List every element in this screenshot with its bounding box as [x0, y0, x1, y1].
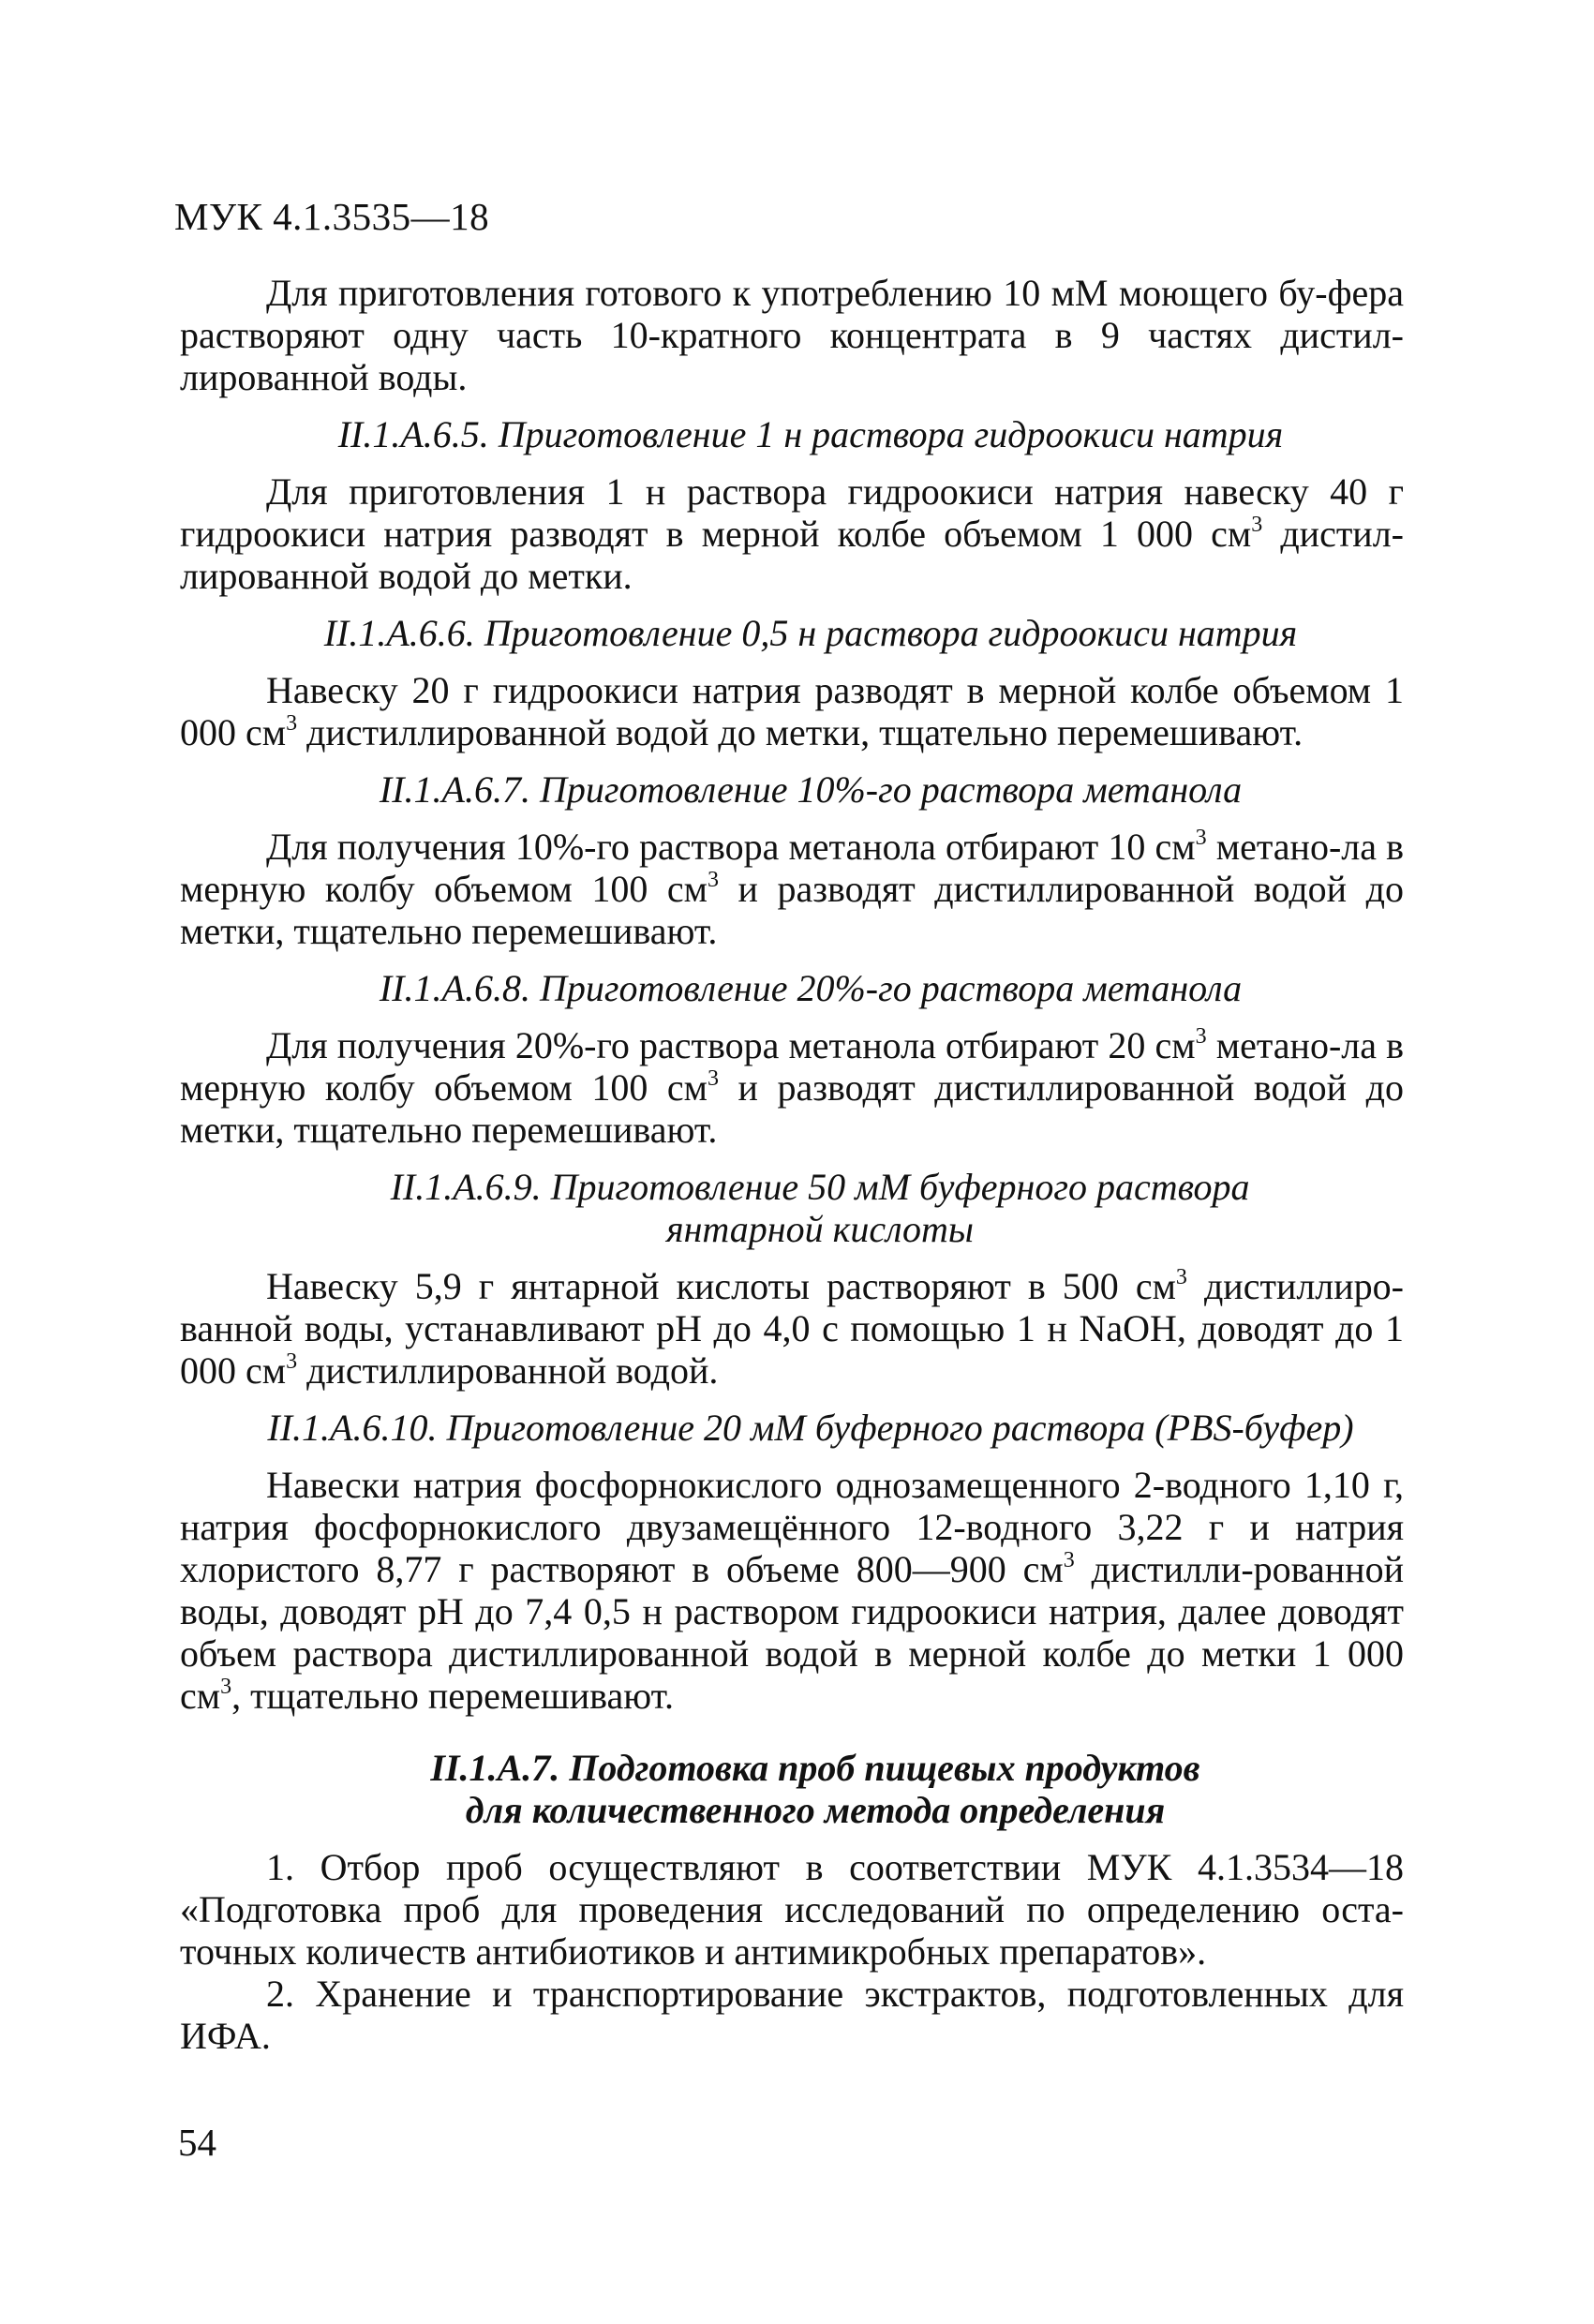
text: Для получения 10%-го раствора метанола отбирают 10 см	[266, 826, 1196, 868]
superscript: 3	[286, 1348, 298, 1374]
text: Навеску 20 г гидроокиси натрия разводят в мерной колбе объемом 1 000 см	[180, 669, 1404, 753]
text: метано-ла в мерную колбу объемом 100 см	[180, 1024, 1404, 1109]
text: Для получения 20%-го раствора метанола отбирают 20 см	[266, 1024, 1196, 1066]
text: метано-ла в мерную колбу объемом 100 см	[180, 826, 1404, 910]
text: дистиллированной водой.	[297, 1349, 719, 1392]
paragraph-item-2: 2. Хранение и транспортирование экстрактов, подготовленных для ИФА.	[180, 1973, 1404, 2057]
superscript: 3	[707, 867, 719, 892]
text: дистилли-рованной воды, доводят pH до 7,4 0,5 н раствором гидроокиси натрия, далее доводят объем раствора дистиллированной водой в мерной колбе до метки 1 000 см	[180, 1548, 1404, 1717]
section-heading-7-line2: для количественного метода определения	[465, 1789, 1166, 1831]
paragraph-6-7	[180, 826, 1404, 952]
paragraph-item-1: 1. Отбор проб осуществляют в соответствии МУК 4.1.3534—18 «Подготовка проб для проведения исследований по определению оста-точных количеств антибиотиков и антимикробных препаратов».	[180, 1846, 1404, 1973]
paragraph-6-8	[180, 1024, 1404, 1151]
text: и разводят дистиллированной водой до метки, тщательно перемешивают.	[180, 868, 1404, 952]
text: Навески натрия фосфорнокислого однозамещенного 2-водного 1,10 г, натрия фосфорнокислого двузамещённого 12-водного 3,22 г и натрия хлористого 8,77 г растворяют в объеме 800—900 см	[180, 1464, 1404, 1590]
text: , тщательно перемешивают.	[231, 1675, 675, 1717]
section-heading-7-line1: II.1.A.7. Подготовка проб пищевых продуктов	[430, 1747, 1200, 1789]
page-number: 54	[178, 2121, 216, 2164]
superscript: 3	[220, 1674, 232, 1699]
superscript: 3	[707, 1065, 719, 1091]
heading-6-9-line1: II.1.A.6.9. Приготовление 50 мМ буферного раствора	[390, 1166, 1250, 1208]
heading-6-7: II.1.A.6.7. Приготовление 10%-го раствора метанола	[379, 768, 1243, 811]
superscript: 3	[286, 710, 298, 736]
heading-6-5: II.1.A.6.5. Приготовление 1 н раствора гидроокиси натрия	[337, 413, 1284, 455]
superscript: 3	[1175, 1264, 1187, 1289]
text: дистил-лированной водой до метки.	[180, 513, 1404, 597]
text: Для приготовления 1 н раствора гидроокиси натрия навеску 40 г гидроокиси натрия разводят в мерной колбе объемом 1 000 см	[180, 470, 1404, 555]
document-body	[180, 272, 1404, 2057]
superscript: 3	[1195, 825, 1207, 850]
heading-6-8: II.1.A.6.8. Приготовление 20%-го раствора метанола	[379, 967, 1243, 1009]
heading-6-9-line2: янтарной кислоты	[665, 1208, 975, 1250]
paragraph-6-6	[180, 669, 1404, 753]
paragraph-6-9	[180, 1265, 1404, 1392]
paragraph-6-10	[180, 1464, 1404, 1717]
heading-6-6: II.1.A.6.6. Приготовление 0,5 н раствора гидроокиси натрия	[323, 612, 1298, 654]
superscript: 3	[1251, 512, 1263, 537]
text: Навеску 5,9 г янтарной кислоты растворяют в 500 см	[266, 1265, 1176, 1307]
superscript: 3	[1063, 1547, 1075, 1572]
text: дистиллированной водой до метки, тщательно перемешивают.	[297, 711, 1304, 753]
text: дистиллиро-ванной воды, устанавливают pH до 4,0 с помощью 1 н NaOH, доводят до 1 000 см	[180, 1265, 1404, 1392]
paragraph-6-5	[180, 470, 1404, 597]
paragraph-wash-buffer: Для приготовления готового к употреблению 10 мМ моющего бу-фера растворяют одну часть 10-кратного концентрата в 9 частях дистил-лированной воды.	[180, 272, 1404, 398]
text: и разводят дистиллированной водой до метки, тщательно перемешивают.	[180, 1066, 1404, 1151]
document-code-header: МУК 4.1.3535—18	[174, 195, 490, 238]
superscript: 3	[1195, 1023, 1207, 1049]
heading-6-10: II.1.A.6.10. Приготовление 20 мМ буферного раствора (PBS-буфер)	[267, 1407, 1354, 1449]
